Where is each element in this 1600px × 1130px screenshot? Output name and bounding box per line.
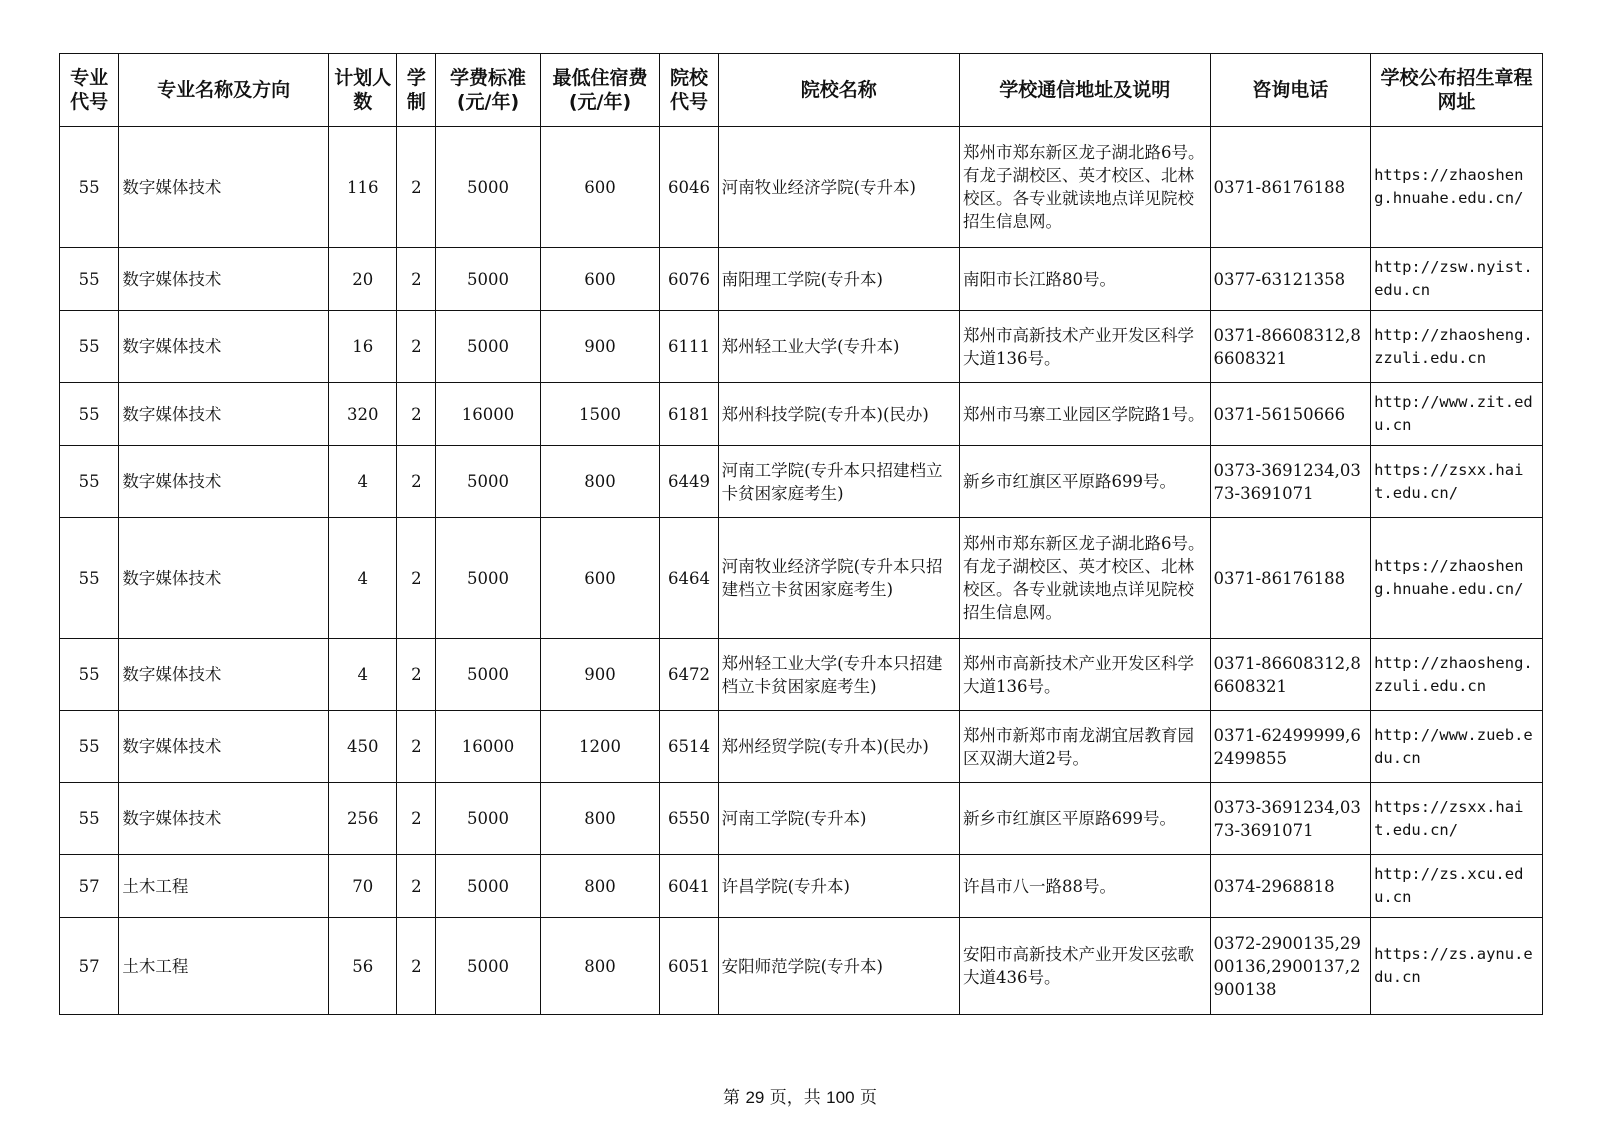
cell-duration: 2 <box>397 518 436 639</box>
cell-address: 郑州市马寨工业园区学院路1号。 <box>959 383 1210 446</box>
cell-major-name: 数字媒体技术 <box>119 311 329 383</box>
table-header-row <box>60 54 1543 127</box>
cell-address: 郑州市郑东新区龙子湖北路6号。有龙子湖校区、英才校区、北林校区。各专业就读地点详见院校招生信息网。 <box>959 518 1210 639</box>
cell-website: https://zsxx.hait.edu.cn/ <box>1371 783 1543 855</box>
cell-address: 郑州市郑东新区龙子湖北路6号。有龙子湖校区、英才校区、北林校区。各专业就读地点详见院校招生信息网。 <box>959 127 1210 248</box>
cell-school-code: 6046 <box>660 127 718 248</box>
table-row <box>60 311 1543 383</box>
cell-phone: 0377-63121358 <box>1210 248 1371 311</box>
cell-major-name: 数字媒体技术 <box>119 639 329 711</box>
cell-school-code: 6076 <box>660 248 718 311</box>
header-lodging: 最低住宿费(元/年) <box>540 54 660 127</box>
cell-school-name: 郑州科技学院(专升本)(民办) <box>718 383 959 446</box>
cell-website: https://zs.aynu.edu.cn <box>1371 918 1543 1015</box>
cell-phone: 0371-86608312,86608321 <box>1210 311 1371 383</box>
cell-major-name: 数字媒体技术 <box>119 127 329 248</box>
cell-address: 南阳市长江路80号。 <box>959 248 1210 311</box>
header-school-code: 院校代号 <box>660 54 718 127</box>
cell-major-code: 57 <box>60 918 119 1015</box>
cell-school-name: 安阳师范学院(专升本) <box>718 918 959 1015</box>
table-row <box>60 783 1543 855</box>
cell-plan-count: 20 <box>328 248 397 311</box>
cell-plan-count: 116 <box>328 127 397 248</box>
header-tuition: 学费标准(元/年) <box>436 54 540 127</box>
cell-major-code: 55 <box>60 127 119 248</box>
cell-phone: 0371-62499999,62499855 <box>1210 711 1371 783</box>
table-row <box>60 248 1543 311</box>
cell-major-name: 数字媒体技术 <box>119 783 329 855</box>
cell-duration: 2 <box>397 783 436 855</box>
cell-lodging: 1500 <box>540 383 660 446</box>
cell-website: https://zhaosheng.hnuahe.edu.cn/ <box>1371 518 1543 639</box>
cell-tuition: 16000 <box>436 711 540 783</box>
cell-lodging: 800 <box>540 855 660 918</box>
cell-school-code: 6464 <box>660 518 718 639</box>
cell-duration: 2 <box>397 711 436 783</box>
cell-major-code: 55 <box>60 248 119 311</box>
cell-plan-count: 70 <box>328 855 397 918</box>
cell-address: 郑州市高新技术产业开发区科学大道136号。 <box>959 311 1210 383</box>
cell-plan-count: 450 <box>328 711 397 783</box>
cell-major-name: 土木工程 <box>119 918 329 1015</box>
footer-page-number: 29 <box>745 1088 765 1107</box>
cell-tuition: 5000 <box>436 639 540 711</box>
cell-plan-count: 56 <box>328 918 397 1015</box>
header-school-name: 院校名称 <box>718 54 959 127</box>
cell-website: http://www.zit.edu.cn <box>1371 383 1543 446</box>
cell-school-name: 许昌学院(专升本) <box>718 855 959 918</box>
cell-address: 郑州市新郑市南龙湖宜居教育园区双湖大道2号。 <box>959 711 1210 783</box>
cell-lodging: 600 <box>540 248 660 311</box>
cell-phone: 0372-2900135,2900136,2900137,2900138 <box>1210 918 1371 1015</box>
page-footer <box>0 1083 1600 1108</box>
table-row <box>60 127 1543 248</box>
cell-tuition: 5000 <box>436 783 540 855</box>
cell-school-code: 6514 <box>660 711 718 783</box>
cell-major-code: 55 <box>60 311 119 383</box>
cell-lodging: 800 <box>540 918 660 1015</box>
table-row <box>60 446 1543 518</box>
cell-major-code: 55 <box>60 639 119 711</box>
header-major-name: 专业名称及方向 <box>119 54 329 127</box>
cell-address: 新乡市红旗区平原路699号。 <box>959 446 1210 518</box>
table-row <box>60 918 1543 1015</box>
cell-major-code: 55 <box>60 446 119 518</box>
cell-major-name: 数字媒体技术 <box>119 711 329 783</box>
cell-phone: 0371-56150666 <box>1210 383 1371 446</box>
table-row <box>60 855 1543 918</box>
cell-major-name: 数字媒体技术 <box>119 248 329 311</box>
cell-school-code: 6449 <box>660 446 718 518</box>
cell-website: https://zhaosheng.hnuahe.edu.cn/ <box>1371 127 1543 248</box>
footer-middle: 页，共 <box>764 1088 827 1108</box>
cell-website: http://zs.xcu.edu.cn <box>1371 855 1543 918</box>
cell-major-name: 数字媒体技术 <box>119 383 329 446</box>
cell-school-name: 郑州经贸学院(专升本)(民办) <box>718 711 959 783</box>
header-address: 学校通信地址及说明 <box>959 54 1210 127</box>
cell-tuition: 16000 <box>436 383 540 446</box>
cell-address: 新乡市红旗区平原路699号。 <box>959 783 1210 855</box>
cell-duration: 2 <box>397 918 436 1015</box>
cell-major-code: 55 <box>60 711 119 783</box>
cell-lodging: 600 <box>540 127 660 248</box>
footer-suffix: 页 <box>854 1088 877 1108</box>
cell-lodging: 900 <box>540 639 660 711</box>
footer-prefix: 第 <box>723 1088 746 1108</box>
admissions-table <box>59 53 1543 1015</box>
cell-website: http://zhaosheng.zzuli.edu.cn <box>1371 639 1543 711</box>
footer-total-pages: 100 <box>826 1088 855 1107</box>
table-row <box>60 383 1543 446</box>
cell-phone: 0373-3691234,0373-3691071 <box>1210 446 1371 518</box>
cell-duration: 2 <box>397 639 436 711</box>
cell-duration: 2 <box>397 311 436 383</box>
cell-school-code: 6472 <box>660 639 718 711</box>
cell-school-name: 河南工学院(专升本) <box>718 783 959 855</box>
cell-phone: 0371-86176188 <box>1210 127 1371 248</box>
cell-tuition: 5000 <box>436 127 540 248</box>
cell-duration: 2 <box>397 248 436 311</box>
cell-plan-count: 4 <box>328 446 397 518</box>
cell-address: 许昌市八一路88号。 <box>959 855 1210 918</box>
cell-major-code: 55 <box>60 383 119 446</box>
header-duration: 学制 <box>397 54 436 127</box>
cell-school-name: 河南牧业经济学院(专升本) <box>718 127 959 248</box>
cell-address: 郑州市高新技术产业开发区科学大道136号。 <box>959 639 1210 711</box>
cell-phone: 0374-2968818 <box>1210 855 1371 918</box>
cell-tuition: 5000 <box>436 918 540 1015</box>
cell-duration: 2 <box>397 446 436 518</box>
cell-phone: 0371-86608312,86608321 <box>1210 639 1371 711</box>
cell-lodging: 900 <box>540 311 660 383</box>
cell-tuition: 5000 <box>436 446 540 518</box>
cell-website: http://zsw.nyist.edu.cn <box>1371 248 1543 311</box>
cell-lodging: 1200 <box>540 711 660 783</box>
cell-website: http://www.zueb.edu.cn <box>1371 711 1543 783</box>
cell-lodging: 600 <box>540 518 660 639</box>
cell-school-name: 郑州轻工业大学(专升本) <box>718 311 959 383</box>
cell-major-name: 土木工程 <box>119 855 329 918</box>
cell-website: https://zsxx.hait.edu.cn/ <box>1371 446 1543 518</box>
cell-phone: 0371-86176188 <box>1210 518 1371 639</box>
cell-school-code: 6550 <box>660 783 718 855</box>
cell-major-name: 数字媒体技术 <box>119 518 329 639</box>
cell-address: 安阳市高新技术产业开发区弦歌大道436号。 <box>959 918 1210 1015</box>
cell-school-code: 6181 <box>660 383 718 446</box>
cell-plan-count: 320 <box>328 383 397 446</box>
table-row <box>60 639 1543 711</box>
cell-duration: 2 <box>397 127 436 248</box>
cell-duration: 2 <box>397 383 436 446</box>
cell-school-code: 6051 <box>660 918 718 1015</box>
header-plan-count: 计划人数 <box>328 54 397 127</box>
cell-major-code: 55 <box>60 783 119 855</box>
cell-plan-count: 4 <box>328 639 397 711</box>
cell-website: http://zhaosheng.zzuli.edu.cn <box>1371 311 1543 383</box>
cell-school-name: 河南工学院(专升本只招建档立卡贫困家庭考生) <box>718 446 959 518</box>
cell-school-name: 郑州轻工业大学(专升本只招建档立卡贫困家庭考生) <box>718 639 959 711</box>
header-website: 学校公布招生章程网址 <box>1371 54 1543 127</box>
cell-school-code: 6041 <box>660 855 718 918</box>
cell-phone: 0373-3691234,0373-3691071 <box>1210 783 1371 855</box>
cell-major-name: 数字媒体技术 <box>119 446 329 518</box>
table-row <box>60 711 1543 783</box>
cell-lodging: 800 <box>540 783 660 855</box>
cell-major-code: 57 <box>60 855 119 918</box>
table-row <box>60 518 1543 639</box>
cell-lodging: 800 <box>540 446 660 518</box>
cell-tuition: 5000 <box>436 855 540 918</box>
header-major-code: 专业代号 <box>60 54 119 127</box>
cell-school-name: 南阳理工学院(专升本) <box>718 248 959 311</box>
cell-plan-count: 4 <box>328 518 397 639</box>
cell-tuition: 5000 <box>436 248 540 311</box>
cell-plan-count: 16 <box>328 311 397 383</box>
cell-school-name: 河南牧业经济学院(专升本只招建档立卡贫困家庭考生) <box>718 518 959 639</box>
cell-school-code: 6111 <box>660 311 718 383</box>
header-phone: 咨询电话 <box>1210 54 1371 127</box>
cell-tuition: 5000 <box>436 518 540 639</box>
cell-tuition: 5000 <box>436 311 540 383</box>
cell-duration: 2 <box>397 855 436 918</box>
cell-major-code: 55 <box>60 518 119 639</box>
cell-plan-count: 256 <box>328 783 397 855</box>
